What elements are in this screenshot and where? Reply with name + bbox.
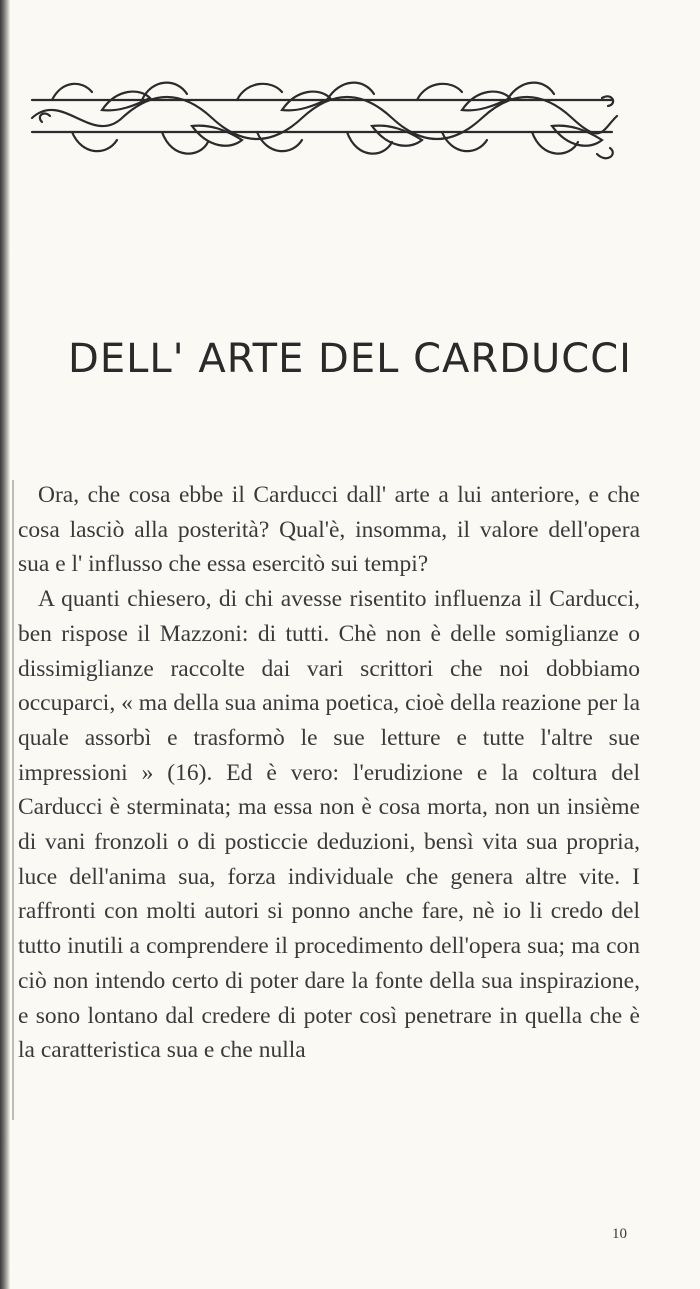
paragraph-1: Ora, che cosa ebbe il Carducci dall' arte a lui anteriore, e che cosa lasciò alla posterità? Qual'è, insomma, il valore dell'opera sua e l' influsso che essa esercitò sui tempi? bbox=[18, 482, 640, 578]
floral-vine-headpiece-icon bbox=[22, 70, 622, 170]
page-number: 10 bbox=[612, 1226, 627, 1242]
body-text bbox=[18, 478, 640, 1068]
book-spine-shadow bbox=[0, 0, 10, 1289]
margin-line bbox=[12, 480, 14, 1120]
paragraph-2: A quanti chiesero, di chi avesse risentito influenza il Carducci, ben rispose il Mazzoni: di tutti. Chè non è delle somiglianze o dissimiglianze raccolte dai vari scrittori che noi dobbiamo occuparci, « ma della sua anima poetica, cioè della reazione per la quale assorbì e trasformò le sue letture e tutte l'altre sue impressioni » (16). Ed è vero: l'erudizione e la coltura del Carducci è sterminata; ma essa non è cosa morta, non un insième di vani fronzoli o di posticcie deduzioni, bensì vita sua propria, luce dell'anima sua, forza individuale che genera altre vite. I raffronti con molti autori si ponno anche fare, nè io li credo del tutto inutili a comprendere il procedimento dell'opera sua; ma con ciò non intendo certo di poter dare la fonte della sua inspirazione, e sono lontano dal credere di poter così penetrare in quella che è la caratteristica sua e che nulla bbox=[18, 586, 640, 1064]
chapter-title: DELL' ARTE DEL CARDUCCI bbox=[68, 336, 632, 382]
